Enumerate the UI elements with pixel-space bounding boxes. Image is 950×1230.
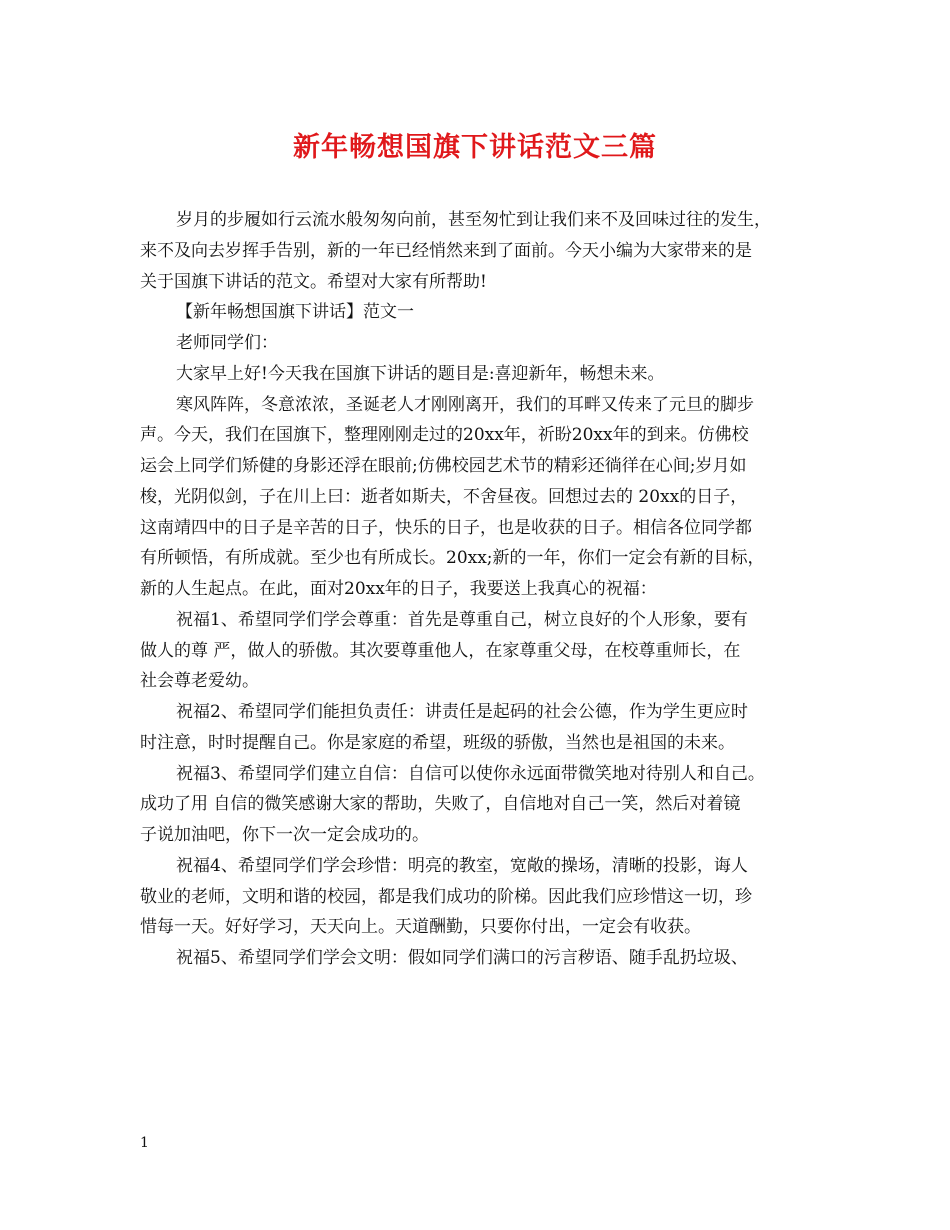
salutation-line: 老师同学们： bbox=[176, 333, 278, 353]
paragraph-line: 关于国旗下讲话的范文。希望对大家有所帮助! bbox=[140, 271, 487, 292]
paragraph-line: 新的人生起点。在此，面对20xx年的日子，我要送上我真心的祝福： bbox=[140, 579, 657, 599]
paragraph-line: 时注意，时时提醒自己。你是家庭的希望，班级的骄傲，当然也是祖国的未来。 bbox=[140, 732, 735, 753]
document-body bbox=[140, 205, 840, 974]
document-title: 新年畅想国旗下讲话范文三篇 bbox=[293, 132, 657, 163]
paragraph-line: 寒风阵阵，冬意浓浓，圣诞老人才刚刚离开，我们的耳畔又传来了元旦的脚步 bbox=[176, 394, 754, 415]
paragraph-line: 祝福2、希望同学们能担负责任：讲责任是起码的社会公德，作为学生更应时 bbox=[176, 702, 748, 722]
paragraph-line: 声。今天，我们在国旗下，整理刚刚走过的20xx年，祈盼20xx年的到来。仿佛校 bbox=[140, 425, 749, 446]
paragraph-line: 运会上同学们矫健的身影还浮在眼前;仿佛校园艺术节的精彩还徜徉在心间;岁月如 bbox=[140, 456, 747, 476]
paragraph-line: 有所顿悟，有所成就。至少也有所成长。20xx;新的一年，你们一定会有新的目标， bbox=[140, 548, 765, 569]
paragraph-line: 做人的尊 严，做人的骄傲。其次要尊重他人，在家尊重父母，在校尊重师长，在 bbox=[140, 640, 741, 661]
section-heading: 【新年畅想国旗下讲话】范文一 bbox=[176, 302, 414, 323]
paragraph-line: 子说加油吧，你下一次一定会成功的。 bbox=[140, 825, 429, 845]
paragraph-line: 祝福3、希望同学们建立自信：自信可以使你永远面带微笑地对待别人和自己。 bbox=[176, 763, 765, 784]
paragraph-line: 梭，光阴似剑，子在川上曰：逝者如斯夫，不舍昼夜。回想过去的 20xx的日子， bbox=[140, 486, 748, 507]
paragraph-line: 社会尊老爱幼。 bbox=[140, 671, 259, 692]
paragraph-line: 祝福4、希望同学们学会珍惜：明亮的教室，宽敞的操场，清晰的投影，诲人 bbox=[176, 855, 748, 876]
paragraph-line: 这南靖四中的日子是辛苦的日子，快乐的日子，也是收获的日子。相信各位同学都 bbox=[140, 517, 752, 538]
paragraph-line: 惜每一天。好好学习，天天向上。天道酬勤，只要你付出，一定会有收获。 bbox=[140, 917, 701, 938]
paragraph-line: 大家早上好!今天我在国旗下讲话的题目是:喜迎新年，畅想未来。 bbox=[176, 363, 665, 384]
paragraph-line: 成功了用 自信的微笑感谢大家的帮助，失败了，自信地对自己一笑，然后对着镜 bbox=[140, 794, 741, 815]
page-number: 1 bbox=[140, 1135, 149, 1151]
paragraph-line: 祝福1、希望同学们学会尊重：首先是尊重自己，树立良好的个人形象，要有 bbox=[176, 609, 748, 630]
paragraph-line: 敬业的老师，文明和谐的校园，都是我们成功的阶梯。因此我们应珍惜这一切，珍 bbox=[140, 886, 752, 907]
paragraph-line: 祝福5、希望同学们学会文明：假如同学们满口的污言秽语、随手乱扔垃圾、 bbox=[176, 948, 748, 968]
paragraph-line: 来不及向去岁挥手告别，新的一年已经悄然来到了面前。今天小编为大家带来的是 bbox=[140, 240, 752, 261]
paragraph-line: 岁月的步履如行云流水般匆匆向前，甚至匆忙到让我们来不及回味过往的发生， bbox=[176, 210, 771, 230]
